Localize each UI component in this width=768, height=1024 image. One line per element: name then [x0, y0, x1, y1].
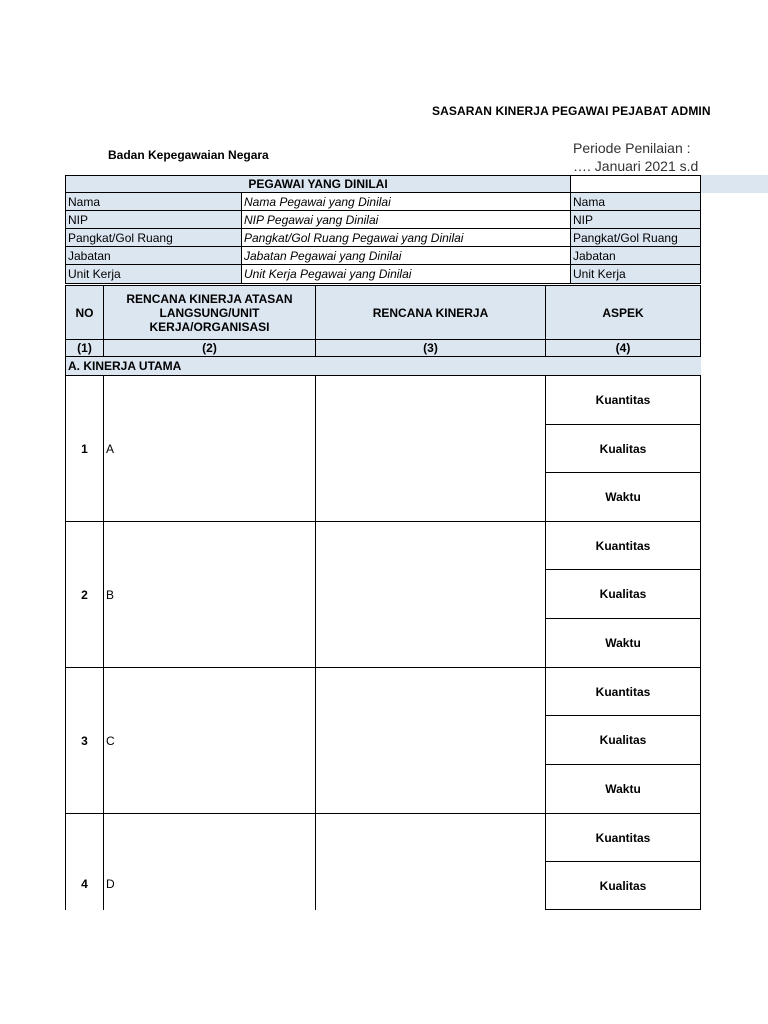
- row-3-no: 3: [65, 667, 104, 814]
- row-1-no: 1: [65, 375, 104, 522]
- row-1-aspek-kualitas: Kualitas: [545, 424, 701, 473]
- row-2-atasan[interactable]: B: [103, 521, 316, 668]
- label-nama: Nama: [65, 192, 242, 211]
- right-label-nama: Nama: [570, 192, 701, 211]
- right-label-unit-kerja: Unit Kerja: [570, 264, 701, 284]
- row-4-atasan-cell[interactable]: [103, 813, 316, 910]
- right-label-nip: NIP: [570, 210, 701, 229]
- value-jabatan[interactable]: Jabatan Pegawai yang Dinilai: [241, 246, 571, 265]
- organization-name: Badan Kepegawaian Negara: [108, 148, 269, 162]
- row-2-aspek-kuantitas: Kuantitas: [545, 521, 701, 570]
- row-3-aspek-kualitas: Kualitas: [545, 715, 701, 765]
- row-4-no: 4: [81, 877, 88, 891]
- colnum-3: (3): [315, 339, 546, 357]
- row-1-aspek-waktu: Waktu: [545, 472, 701, 522]
- row-2-aspek-waktu: Waktu: [545, 618, 701, 668]
- periode-label: Periode Penilaian :: [573, 140, 691, 156]
- evaluator-section-overflow: [701, 175, 768, 193]
- row-4-no-cell: [65, 813, 104, 910]
- colnum-4: (4): [545, 339, 701, 357]
- header-rencana-kinerja: RENCANA KINERJA: [315, 285, 546, 340]
- label-unit-kerja: Unit Kerja: [65, 264, 242, 284]
- row-1-aspek-kuantitas: Kuantitas: [545, 375, 701, 425]
- value-nama[interactable]: Nama Pegawai yang Dinilai: [241, 192, 571, 211]
- row-3-aspek-kuantitas: Kuantitas: [545, 667, 701, 716]
- document-title: SASARAN KINERJA PEGAWAI PEJABAT ADMIN: [432, 104, 711, 118]
- row-4-aspek-kuantitas: Kuantitas: [545, 813, 701, 862]
- header-no: NO: [65, 285, 104, 340]
- value-pangkat[interactable]: Pangkat/Gol Ruang Pegawai yang Dinilai: [241, 228, 571, 247]
- right-label-pangkat: Pangkat/Gol Ruang: [570, 228, 701, 247]
- label-jabatan: Jabatan: [65, 246, 242, 265]
- colnum-2: (2): [103, 339, 316, 357]
- row-4-rencana[interactable]: [315, 813, 546, 910]
- colnum-1: (1): [65, 339, 104, 357]
- row-2-rencana[interactable]: [315, 521, 546, 668]
- row-3-atasan[interactable]: C: [103, 667, 316, 814]
- row-4-aspek-kualitas: Kualitas: [545, 861, 701, 910]
- value-unit-kerja[interactable]: Unit Kerja Pegawai yang Dinilai: [241, 264, 571, 284]
- row-1-rencana[interactable]: [315, 375, 546, 522]
- label-pangkat: Pangkat/Gol Ruang: [65, 228, 242, 247]
- header-rencana-atasan: RENCANA KINERJA ATASAN LANGSUNG/UNIT KERJA/ORGANISASI: [103, 285, 316, 340]
- row-2-no: 2: [65, 521, 104, 668]
- header-aspek: ASPEK: [545, 285, 701, 340]
- row-2-aspek-kualitas: Kualitas: [545, 569, 701, 619]
- value-nip[interactable]: NIP Pegawai yang Dinilai: [241, 210, 571, 229]
- row-1-atasan[interactable]: A: [103, 375, 316, 522]
- employee-section-title: PEGAWAI YANG DINILAI: [65, 175, 571, 193]
- section-kinerja-utama: A. KINERJA UTAMA: [65, 357, 701, 375]
- evaluator-section-title: [570, 175, 701, 193]
- row-3-aspek-waktu: Waktu: [545, 764, 701, 814]
- periode-value: …. Januari 2021 s.d: [573, 158, 699, 174]
- label-nip: NIP: [65, 210, 242, 229]
- row-3-rencana[interactable]: [315, 667, 546, 814]
- row-4-atasan: D: [106, 877, 115, 891]
- right-label-jabatan: Jabatan: [570, 246, 701, 265]
